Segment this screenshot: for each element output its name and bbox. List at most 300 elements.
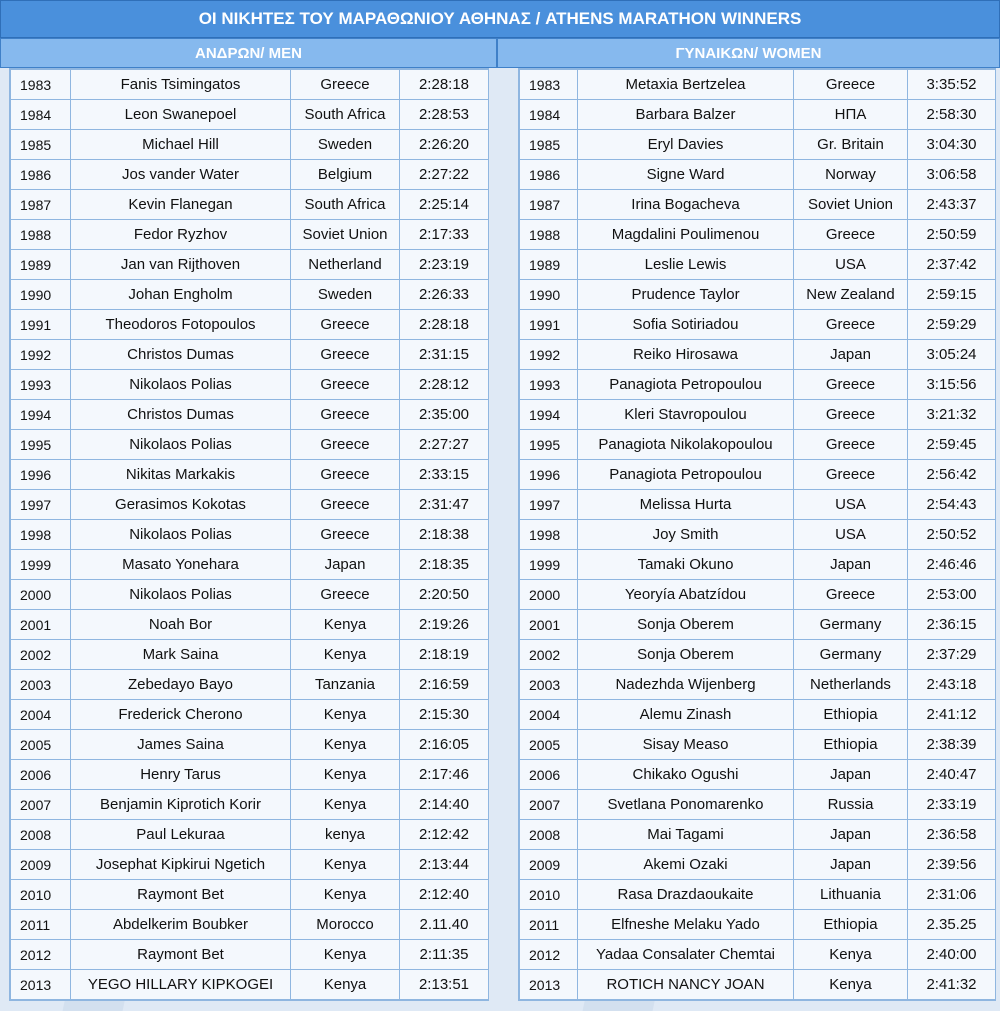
time-cell: 2:31:15: [400, 340, 489, 370]
winner-name-cell: Sonja Oberem: [578, 640, 794, 670]
winner-name-cell: Rasa Drazdaoukaite: [578, 880, 794, 910]
winner-name-cell: Joy Smith: [578, 520, 794, 550]
country-cell: Kenya: [291, 790, 400, 820]
time-cell: 2:16:05: [400, 730, 489, 760]
time-cell: 2:37:42: [908, 250, 996, 280]
table-row: [11, 850, 489, 880]
winner-name-cell: Paul Lekuraa: [71, 820, 291, 850]
year-cell: 1994: [11, 400, 71, 430]
table-row: [11, 160, 489, 190]
time-cell: 2:37:29: [908, 640, 996, 670]
year-cell: 1997: [520, 490, 578, 520]
time-cell: 2:31:47: [400, 490, 489, 520]
country-cell: Greece: [291, 340, 400, 370]
winner-name-cell: Sisay Measo: [578, 730, 794, 760]
winner-name-cell: Panagiota Nikolakopoulou: [578, 430, 794, 460]
time-cell: 2:18:38: [400, 520, 489, 550]
winner-name-cell: YEGO HILLARY KIPKOGEI: [71, 970, 291, 1000]
winner-name-cell: Christos Dumas: [71, 340, 291, 370]
table-row: [11, 130, 489, 160]
time-cell: 2:40:47: [908, 760, 996, 790]
table-row: [11, 190, 489, 220]
table-row: [11, 340, 489, 370]
table-row: [11, 790, 489, 820]
winner-name-cell: Chikako Ogushi: [578, 760, 794, 790]
winner-name-cell: Zebedayo Bayo: [71, 670, 291, 700]
time-cell: 2:50:59: [908, 220, 996, 250]
table-row: [520, 70, 996, 100]
year-cell: 1995: [520, 430, 578, 460]
table-row: [520, 520, 996, 550]
country-cell: Kenya: [291, 700, 400, 730]
table-row: [520, 310, 996, 340]
year-cell: 2007: [11, 790, 71, 820]
year-cell: 1983: [11, 70, 71, 100]
time-cell: 2:28:18: [400, 70, 489, 100]
year-cell: 2010: [11, 880, 71, 910]
country-cell: Gr. Britain: [794, 130, 908, 160]
time-cell: 3:04:30: [908, 130, 996, 160]
country-cell: Greece: [794, 70, 908, 100]
year-cell: 1999: [11, 550, 71, 580]
table-row: [11, 310, 489, 340]
year-cell: 2007: [520, 790, 578, 820]
winner-name-cell: Reiko Hirosawa: [578, 340, 794, 370]
year-cell: 2006: [520, 760, 578, 790]
time-cell: 2:58:30: [908, 100, 996, 130]
women-winners-panel: [518, 68, 996, 1001]
table-row: [11, 370, 489, 400]
winner-name-cell: Mai Tagami: [578, 820, 794, 850]
year-cell: 1994: [520, 400, 578, 430]
year-cell: 2011: [520, 910, 578, 940]
country-cell: ΗΠΑ: [794, 100, 908, 130]
time-cell: 2:46:46: [908, 550, 996, 580]
country-cell: Sweden: [291, 280, 400, 310]
time-cell: 2:36:15: [908, 610, 996, 640]
time-cell: 2:15:30: [400, 700, 489, 730]
men-winners-panel: [9, 68, 489, 1001]
winner-name-cell: Henry Tarus: [71, 760, 291, 790]
time-cell: 2:39:56: [908, 850, 996, 880]
women-winners-table: [519, 69, 996, 1000]
winner-name-cell: Yadaa Consalater Chemtai: [578, 940, 794, 970]
year-cell: 2002: [11, 640, 71, 670]
men-table-body: [11, 70, 489, 1000]
time-cell: 2:28:18: [400, 310, 489, 340]
year-cell: 1991: [520, 310, 578, 340]
women-heading: ΓΥΝΑΙΚΩΝ/ WOMEN: [497, 38, 1000, 68]
country-cell: Japan: [794, 850, 908, 880]
country-cell: Greece: [291, 460, 400, 490]
winner-name-cell: Christos Dumas: [71, 400, 291, 430]
winner-name-cell: Irina Bogacheva: [578, 190, 794, 220]
winner-name-cell: Josephat Kipkirui Ngetich: [71, 850, 291, 880]
winner-name-cell: Fanis Tsimingatos: [71, 70, 291, 100]
country-cell: Greece: [291, 310, 400, 340]
time-cell: 2:59:45: [908, 430, 996, 460]
country-cell: South Africa: [291, 190, 400, 220]
table-row: [520, 190, 996, 220]
winner-name-cell: Elfneshe Melaku Yado: [578, 910, 794, 940]
year-cell: 2010: [520, 880, 578, 910]
winner-name-cell: Raymont Bet: [71, 940, 291, 970]
time-cell: 2:35:00: [400, 400, 489, 430]
year-cell: 1988: [520, 220, 578, 250]
year-cell: 2003: [520, 670, 578, 700]
winner-name-cell: Alemu Zinash: [578, 700, 794, 730]
country-cell: Sweden: [291, 130, 400, 160]
country-cell: Kenya: [291, 880, 400, 910]
year-cell: 2013: [11, 970, 71, 1000]
year-cell: 1990: [11, 280, 71, 310]
country-cell: Greece: [794, 430, 908, 460]
table-row: [520, 130, 996, 160]
table-row: [520, 910, 996, 940]
time-cell: 2:59:29: [908, 310, 996, 340]
table-row: [520, 670, 996, 700]
table-row: [11, 70, 489, 100]
year-cell: 1984: [11, 100, 71, 130]
year-cell: 2008: [11, 820, 71, 850]
time-cell: 2:14:40: [400, 790, 489, 820]
time-cell: 2:36:58: [908, 820, 996, 850]
country-cell: Kenya: [291, 940, 400, 970]
winner-name-cell: Noah Bor: [71, 610, 291, 640]
year-cell: 1988: [11, 220, 71, 250]
year-cell: 2012: [11, 940, 71, 970]
year-cell: 1990: [520, 280, 578, 310]
table-row: [11, 940, 489, 970]
winner-name-cell: Leon Swanepoel: [71, 100, 291, 130]
time-cell: 2:16:59: [400, 670, 489, 700]
winner-name-cell: Panagiota Petropoulou: [578, 370, 794, 400]
country-cell: Lithuania: [794, 880, 908, 910]
table-row: [520, 280, 996, 310]
table-row: [11, 100, 489, 130]
country-cell: Kenya: [291, 610, 400, 640]
time-cell: 2:12:42: [400, 820, 489, 850]
table-row: [11, 700, 489, 730]
year-cell: 2001: [11, 610, 71, 640]
winner-name-cell: Eryl Davies: [578, 130, 794, 160]
time-cell: 2:26:33: [400, 280, 489, 310]
year-cell: 1986: [520, 160, 578, 190]
table-row: [520, 340, 996, 370]
table-row: [520, 400, 996, 430]
year-cell: 1998: [520, 520, 578, 550]
table-row: [520, 610, 996, 640]
country-cell: South Africa: [291, 100, 400, 130]
table-row: [11, 550, 489, 580]
winner-name-cell: Jos vander Water: [71, 160, 291, 190]
winner-name-cell: Kevin Flanegan: [71, 190, 291, 220]
table-row: [11, 730, 489, 760]
time-cell: 2:41:32: [908, 970, 996, 1000]
winner-name-cell: Metaxia Bertzelea: [578, 70, 794, 100]
time-cell: 2:19:26: [400, 610, 489, 640]
table-row: [11, 490, 489, 520]
country-cell: Kenya: [291, 640, 400, 670]
table-row: [11, 610, 489, 640]
winner-name-cell: Akemi Ozaki: [578, 850, 794, 880]
year-cell: 2000: [11, 580, 71, 610]
table-row: [11, 640, 489, 670]
year-cell: 1992: [11, 340, 71, 370]
winner-name-cell: Sofia Sotiriadou: [578, 310, 794, 340]
table-row: [11, 280, 489, 310]
time-cell: 2:23:19: [400, 250, 489, 280]
year-cell: 1986: [11, 160, 71, 190]
year-cell: 2004: [11, 700, 71, 730]
winner-name-cell: Gerasimos Kokotas: [71, 490, 291, 520]
year-cell: 2009: [520, 850, 578, 880]
time-cell: 2.11.40: [400, 910, 489, 940]
time-cell: 3:21:32: [908, 400, 996, 430]
winner-name-cell: Signe Ward: [578, 160, 794, 190]
year-cell: 1996: [520, 460, 578, 490]
winner-name-cell: Nikolaos Polias: [71, 520, 291, 550]
year-cell: 2013: [520, 970, 578, 1000]
time-cell: 2:13:44: [400, 850, 489, 880]
year-cell: 1993: [520, 370, 578, 400]
winner-name-cell: James Saina: [71, 730, 291, 760]
year-cell: 1996: [11, 460, 71, 490]
table-row: [520, 970, 996, 1000]
time-cell: 2.35.25: [908, 910, 996, 940]
time-cell: 2:43:37: [908, 190, 996, 220]
table-row: [11, 250, 489, 280]
time-cell: 2:59:15: [908, 280, 996, 310]
country-cell: Norway: [794, 160, 908, 190]
country-cell: Germany: [794, 640, 908, 670]
country-cell: kenya: [291, 820, 400, 850]
country-cell: New Zealand: [794, 280, 908, 310]
time-cell: 2:53:00: [908, 580, 996, 610]
winner-name-cell: Nikolaos Polias: [71, 370, 291, 400]
time-cell: 2:33:15: [400, 460, 489, 490]
year-cell: 1992: [520, 340, 578, 370]
winner-name-cell: Benjamin Kiprotich Korir: [71, 790, 291, 820]
country-cell: Kenya: [291, 850, 400, 880]
table-row: [11, 400, 489, 430]
winner-name-cell: Prudence Taylor: [578, 280, 794, 310]
page-title: ΟΙ ΝΙΚΗΤΕΣ ΤΟΥ ΜΑΡΑΘΩΝΙΟΥ ΑΘΗΝΑΣ / ATHENS MARATHON WINNERS: [0, 0, 1000, 38]
table-row: [11, 670, 489, 700]
year-cell: 1995: [11, 430, 71, 460]
time-cell: 3:35:52: [908, 70, 996, 100]
country-cell: USA: [794, 520, 908, 550]
time-cell: 2:56:42: [908, 460, 996, 490]
country-cell: Tanzania: [291, 670, 400, 700]
country-cell: Kenya: [291, 730, 400, 760]
year-cell: 1991: [11, 310, 71, 340]
country-cell: Japan: [794, 340, 908, 370]
table-row: [520, 850, 996, 880]
winner-name-cell: Raymont Bet: [71, 880, 291, 910]
winner-name-cell: Leslie Lewis: [578, 250, 794, 280]
country-cell: Soviet Union: [291, 220, 400, 250]
winner-name-cell: Michael Hill: [71, 130, 291, 160]
country-cell: Morocco: [291, 910, 400, 940]
time-cell: 2:43:18: [908, 670, 996, 700]
country-cell: Germany: [794, 610, 908, 640]
winner-name-cell: Nikolaos Polias: [71, 430, 291, 460]
country-cell: Greece: [794, 220, 908, 250]
country-cell: Greece: [291, 430, 400, 460]
country-cell: Greece: [794, 580, 908, 610]
year-cell: 2005: [11, 730, 71, 760]
country-cell: Kenya: [794, 940, 908, 970]
table-row: [520, 640, 996, 670]
table-row: [520, 430, 996, 460]
table-row: [520, 580, 996, 610]
year-cell: 1987: [11, 190, 71, 220]
table-row: [11, 430, 489, 460]
time-cell: 2:18:19: [400, 640, 489, 670]
country-cell: Japan: [291, 550, 400, 580]
table-row: [520, 820, 996, 850]
time-cell: 2:28:53: [400, 100, 489, 130]
time-cell: 2:25:14: [400, 190, 489, 220]
time-cell: 3:15:56: [908, 370, 996, 400]
country-cell: USA: [794, 490, 908, 520]
country-cell: Greece: [794, 400, 908, 430]
year-cell: 1997: [11, 490, 71, 520]
table-row: [11, 910, 489, 940]
time-cell: 2:41:12: [908, 700, 996, 730]
table-row: [11, 580, 489, 610]
winner-name-cell: Nikitas Markakis: [71, 460, 291, 490]
table-row: [520, 160, 996, 190]
year-cell: 2011: [11, 910, 71, 940]
time-cell: 2:40:00: [908, 940, 996, 970]
time-cell: 2:18:35: [400, 550, 489, 580]
table-row: [520, 460, 996, 490]
year-cell: 1989: [11, 250, 71, 280]
time-cell: 2:17:46: [400, 760, 489, 790]
country-cell: Japan: [794, 760, 908, 790]
country-cell: Greece: [291, 490, 400, 520]
country-cell: Greece: [291, 580, 400, 610]
table-row: [520, 250, 996, 280]
year-cell: 2000: [520, 580, 578, 610]
time-cell: 2:54:43: [908, 490, 996, 520]
country-cell: Kenya: [291, 760, 400, 790]
winner-name-cell: Nadezhda Wijenberg: [578, 670, 794, 700]
time-cell: 3:06:58: [908, 160, 996, 190]
men-winners-table: [10, 69, 489, 1000]
year-cell: 2004: [520, 700, 578, 730]
table-row: [520, 730, 996, 760]
country-cell: Greece: [291, 70, 400, 100]
winner-name-cell: Theodoros Fotopoulos: [71, 310, 291, 340]
time-cell: 2:27:27: [400, 430, 489, 460]
winner-name-cell: Mark Saina: [71, 640, 291, 670]
country-cell: Ethiopia: [794, 910, 908, 940]
winner-name-cell: Jan van Rijthoven: [71, 250, 291, 280]
winner-name-cell: Melissa Hurta: [578, 490, 794, 520]
winner-name-cell: Fedor Ryzhov: [71, 220, 291, 250]
country-cell: Ethiopia: [794, 700, 908, 730]
country-cell: Netherland: [291, 250, 400, 280]
country-cell: Netherlands: [794, 670, 908, 700]
winner-name-cell: Svetlana Ponomarenko: [578, 790, 794, 820]
country-cell: Kenya: [291, 970, 400, 1000]
country-cell: Greece: [291, 520, 400, 550]
winner-name-cell: Tamaki Okuno: [578, 550, 794, 580]
country-cell: Greece: [291, 370, 400, 400]
table-row: [11, 520, 489, 550]
time-cell: 3:05:24: [908, 340, 996, 370]
country-cell: Belgium: [291, 160, 400, 190]
table-row: [520, 220, 996, 250]
winner-name-cell: Barbara Balzer: [578, 100, 794, 130]
year-cell: 2009: [11, 850, 71, 880]
time-cell: 2:12:40: [400, 880, 489, 910]
table-row: [520, 490, 996, 520]
winner-name-cell: Panagiota Petropoulou: [578, 460, 794, 490]
table-row: [11, 820, 489, 850]
year-cell: 1993: [11, 370, 71, 400]
country-cell: Japan: [794, 820, 908, 850]
winner-name-cell: Masato Yonehara: [71, 550, 291, 580]
year-cell: 2012: [520, 940, 578, 970]
year-cell: 1984: [520, 100, 578, 130]
time-cell: 2:17:33: [400, 220, 489, 250]
table-row: [520, 550, 996, 580]
table-row: [520, 100, 996, 130]
year-cell: 2005: [520, 730, 578, 760]
winner-name-cell: Magdalini Poulimenou: [578, 220, 794, 250]
winner-name-cell: Frederick Cherono: [71, 700, 291, 730]
year-cell: 1985: [11, 130, 71, 160]
time-cell: 2:50:52: [908, 520, 996, 550]
country-cell: Greece: [794, 370, 908, 400]
table-row: [520, 940, 996, 970]
men-heading: ΑΝΔΡΩΝ/ MEN: [0, 38, 497, 68]
table-row: [520, 700, 996, 730]
winner-name-cell: ROTICH NANCY JOAN: [578, 970, 794, 1000]
winner-name-cell: Sonja Oberem: [578, 610, 794, 640]
winner-name-cell: Abdelkerim Boubker: [71, 910, 291, 940]
year-cell: 1998: [11, 520, 71, 550]
country-cell: Greece: [794, 460, 908, 490]
time-cell: 2:27:22: [400, 160, 489, 190]
time-cell: 2:13:51: [400, 970, 489, 1000]
year-cell: 2008: [520, 820, 578, 850]
time-cell: 2:20:50: [400, 580, 489, 610]
year-cell: 1985: [520, 130, 578, 160]
country-cell: Greece: [291, 400, 400, 430]
country-cell: Soviet Union: [794, 190, 908, 220]
winner-name-cell: Yeoryía Abatzídou: [578, 580, 794, 610]
table-row: [11, 970, 489, 1000]
time-cell: 2:28:12: [400, 370, 489, 400]
year-cell: 1983: [520, 70, 578, 100]
country-cell: Kenya: [794, 970, 908, 1000]
table-row: [11, 220, 489, 250]
country-cell: Russia: [794, 790, 908, 820]
table-row: [520, 790, 996, 820]
year-cell: 1989: [520, 250, 578, 280]
country-cell: USA: [794, 250, 908, 280]
year-cell: 2006: [11, 760, 71, 790]
women-table-body: [520, 70, 996, 1000]
winner-name-cell: Kleri Stavropoulou: [578, 400, 794, 430]
time-cell: 2:38:39: [908, 730, 996, 760]
year-cell: 1987: [520, 190, 578, 220]
